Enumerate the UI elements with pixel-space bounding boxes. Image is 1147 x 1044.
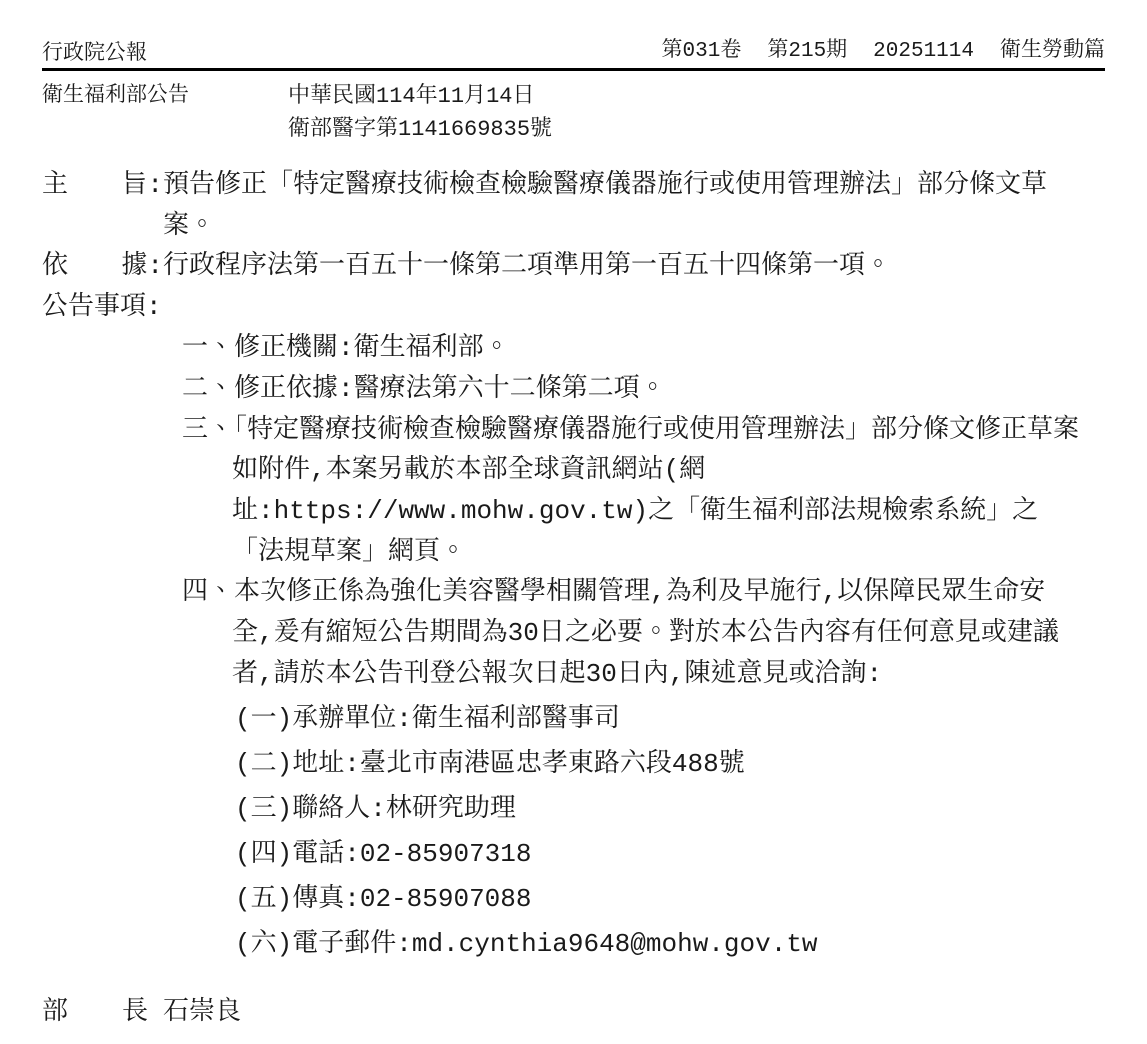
sub-text: 聯絡人:林研究助理 (292, 793, 516, 824)
sub-marker: (一) (235, 703, 293, 734)
contact-item-unit (42, 698, 1085, 739)
announcement-item-4 (42, 571, 1085, 694)
masthead-issue-info (662, 36, 1105, 65)
item-marker: 一、 (182, 332, 235, 361)
signature-line (42, 991, 1085, 1031)
sub-text: 電話:02-85907318 (292, 838, 532, 869)
sub-marker: (五) (235, 883, 293, 914)
signer-name: 石崇良 (163, 996, 242, 1025)
item-marker: 四、 (182, 576, 235, 605)
notice-head (42, 79, 1105, 142)
item-marker: 二、 (182, 373, 235, 402)
basis-field (42, 245, 1085, 286)
contact-item-address (42, 743, 1085, 784)
contact-item-fax (42, 878, 1085, 919)
subject-text: 預告修正「特定醫療技術檢查檢驗醫療儀器施行或使用管理辦法」部分條文草案。 (163, 169, 1048, 239)
publication-title: 行政院公報 (42, 40, 147, 64)
notice-doc-number: 衛部醫字第1141669835號 (288, 115, 553, 142)
document-body (42, 164, 1105, 1031)
item-text: 修正依據:醫療法第六十二條第二項。 (234, 373, 666, 404)
notice-date: 中華民國114年11月14日 (288, 82, 535, 109)
items-heading: 公告事項: (42, 291, 162, 322)
basis-label: 依 據: (42, 250, 163, 281)
masthead-volume: 第031卷 (661, 37, 742, 63)
sub-text: 電子郵件:md.cynthia9648@mohw.gov.tw (292, 928, 818, 959)
contact-item-person (42, 788, 1085, 829)
sub-marker: (二) (235, 748, 293, 779)
contact-item-phone (42, 833, 1085, 874)
signer-title: 部 長 (42, 996, 148, 1025)
sub-marker: (四) (235, 838, 293, 869)
sub-marker: (三) (235, 793, 293, 824)
agency-announcement-title: 衛生福利部公告 (42, 82, 189, 106)
masthead-issue: 第215期 (767, 37, 848, 63)
announcement-item-2 (42, 368, 1085, 409)
item-text: 「特定醫療技術檢查檢驗醫療儀器施行或使用管理辦法」部分條文修正草案如附件,本案另載於本部全球資訊網站(網址:https://www.mohw.gov.tw)之「衛生福利部法規檢索系統」之「法規草案」網頁。 (232, 414, 1080, 565)
sub-text: 承辦單位:衛生福利部醫事司 (292, 703, 620, 734)
notice-meta (288, 79, 552, 145)
item-text: 本次修正係為強化美容醫學相關管理,為利及早施行,以保障民眾生命安全,爰有縮短公告期間為30日之必要。對於本公告內容有任何意見或建議者,請於本公告刊登公報次日起30日內,陳述意見或洽詢: (232, 576, 1059, 689)
masthead (42, 36, 1105, 71)
contact-item-email (42, 923, 1085, 964)
sub-text: 傳真:02-85907088 (292, 883, 532, 914)
sub-text: 地址:臺北市南港區忠孝東路六段488號 (292, 748, 745, 779)
announcement-item-1 (42, 327, 1085, 368)
masthead-section: 衛生勞動篇 (1000, 37, 1105, 61)
item-marker: 三、 (182, 414, 235, 443)
masthead-date: 20251114 (873, 40, 974, 63)
item-text: 修正機關:衛生福利部。 (234, 332, 510, 363)
basis-text: 行政程序法第一百五十一條第二項準用第一百五十四條第一項。 (163, 250, 892, 279)
subject-label: 主 旨: (42, 169, 163, 200)
announcement-item-3 (42, 409, 1085, 571)
sub-marker: (六) (235, 928, 293, 959)
subject-field (42, 164, 1085, 245)
